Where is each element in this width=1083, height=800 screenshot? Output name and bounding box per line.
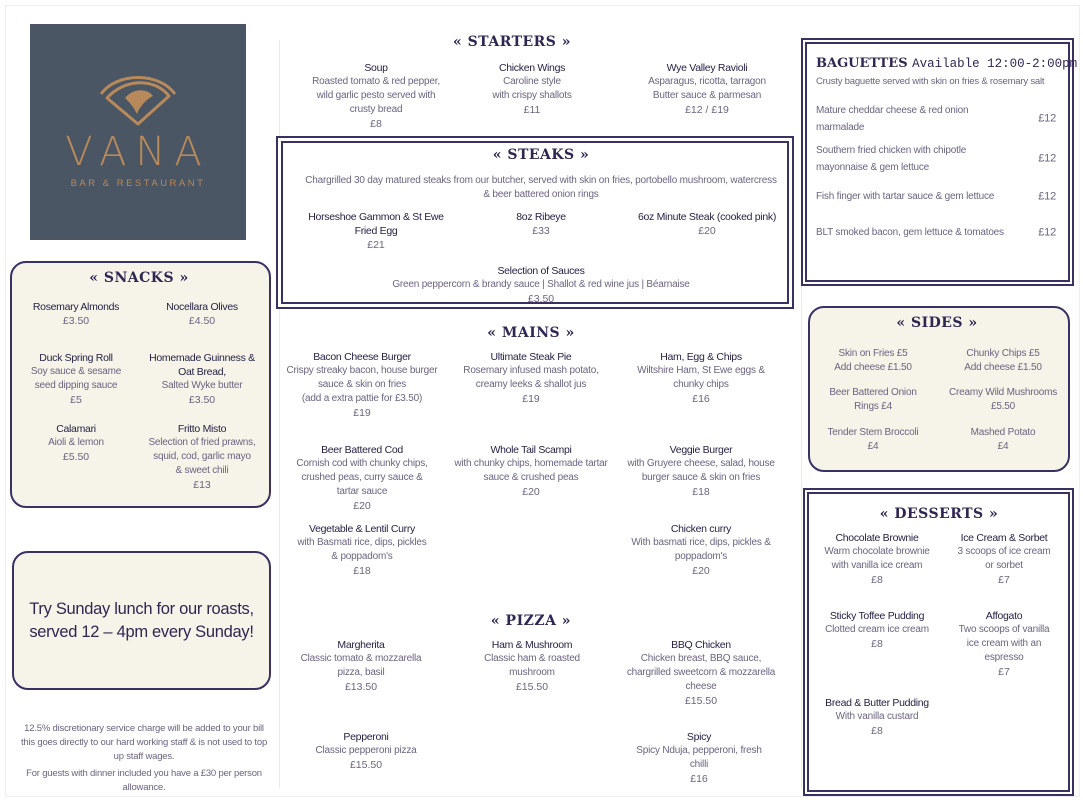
sauces — [301, 264, 781, 306]
item-desc: ice cream with an — [966, 638, 1042, 649]
item-price: £16 — [692, 393, 710, 405]
item-price: £5.50 — [62, 451, 90, 463]
item-name: Whole Tail Scampi — [490, 444, 572, 456]
menu-item — [617, 210, 797, 238]
side-item — [941, 386, 1066, 414]
item-desc: with chunky chips, homemade tartar — [454, 458, 608, 469]
item-price: £18 — [692, 486, 710, 498]
item-price: £4.50 — [188, 315, 216, 327]
item-desc: Roasted tomato & red pepper, — [312, 76, 440, 87]
item-price: £19 — [353, 407, 371, 419]
menu-item — [446, 350, 616, 406]
item-name: Spicy — [686, 731, 712, 743]
item-name: Bread & Butter Pudding — [825, 697, 929, 709]
item-desc: Classic pepperoni pizza — [315, 745, 417, 756]
item-desc: Aioli & lemon — [48, 437, 104, 448]
menu-item — [457, 61, 607, 117]
item-desc: Fish finger with tartar sauce & gem lettuce — [816, 191, 995, 202]
item-desc: Crispy streaky bacon, house burger — [286, 365, 438, 376]
menu-item — [277, 522, 447, 578]
item-desc: mushroom — [509, 667, 555, 678]
item-desc: (add a extra pattie for £3.50) — [301, 393, 423, 404]
item-desc: pizza, basil — [337, 667, 385, 678]
item-price: £19 — [522, 393, 540, 405]
item-price: £15.50 — [515, 681, 549, 693]
menu-item — [616, 350, 786, 406]
item-desc: Warm chocolate brownie — [824, 546, 930, 557]
item-desc: Caroline style — [503, 76, 561, 87]
item-desc: chunky chips — [673, 379, 729, 390]
item-desc: Rosemary infused mash potato, — [463, 365, 599, 376]
item-desc: tartar sauce — [336, 486, 388, 497]
menu-item — [277, 443, 447, 513]
item-price: £15.50 — [684, 695, 718, 707]
item-desc: Butter sauce & parmesan — [652, 90, 762, 101]
item-desc: Soy sauce & sesame — [30, 366, 122, 377]
menu-item — [481, 210, 601, 238]
side-item — [941, 426, 1066, 454]
item-name: Wye Valley Ravioli — [666, 62, 748, 74]
dessert-item — [947, 609, 1062, 679]
item-price: £12 — [1038, 112, 1056, 125]
menu-item — [281, 730, 451, 772]
baguette-item — [816, 188, 1056, 205]
side-item — [811, 386, 936, 414]
item-name: Chicken curry — [670, 523, 732, 535]
item-price: £16 — [690, 773, 708, 785]
item-price: £13 — [193, 479, 211, 491]
item-name: Beer Battered Onion — [829, 387, 917, 398]
item-name: Tender Stem Broccoli — [827, 427, 919, 438]
item-name: Soup — [364, 62, 388, 74]
item-desc: With vanilla custard — [835, 711, 919, 722]
baguette-item — [816, 224, 1056, 241]
item-desc: with vanilla ice cream — [831, 560, 923, 571]
logo-subtitle: BAR & RESTAURANT — [70, 178, 206, 189]
dessert-item — [947, 531, 1062, 587]
sauces-price: £3.50 — [527, 293, 555, 305]
item-desc: sauce & crushed peas — [483, 472, 579, 483]
item-desc: Cornish cod with chunky chips, — [296, 458, 428, 469]
snacks-title: « SNACKS » — [89, 270, 189, 286]
steaks-intro: & beer battered onion rings — [483, 189, 599, 200]
item-name: Calamari — [56, 423, 96, 435]
item-price: £12 — [1038, 226, 1056, 238]
item-name: 6oz Minute Steak (cooked pink) — [637, 211, 777, 223]
dessert-item — [815, 609, 940, 651]
menu-item — [142, 300, 262, 328]
item-name: Fried Egg — [354, 225, 398, 237]
sides-title: « SIDES » — [896, 315, 978, 331]
item-price: £12 — [1038, 190, 1056, 202]
item-name: Fritto Misto — [177, 423, 227, 435]
item-desc: With basmati rice, dips, pickles & — [631, 537, 771, 548]
desserts-title: « DESSERTS » — [879, 506, 999, 522]
item-desc: & poppadom's — [331, 551, 393, 562]
side-item — [811, 347, 936, 375]
item-name: Affogato — [985, 610, 1023, 622]
logo-name: VANA — [65, 129, 211, 175]
menu-item — [137, 422, 267, 492]
item-name: Vegetable & Lentil Curry — [308, 523, 416, 535]
item-desc: seed dipping sauce — [34, 380, 118, 391]
item-name: Mashed Potato — [970, 427, 1036, 438]
menu-item — [277, 350, 447, 420]
promo-text: Try Sunday lunch for our roasts, served 12 – 4pm every Sunday! — [29, 599, 254, 641]
item-price: £3.50 — [188, 394, 216, 406]
item-desc: Rings £4 — [854, 401, 892, 412]
item-name: Beer Battered Cod — [321, 444, 403, 456]
item-desc: Mature cheddar cheese & red onion marmalade — [816, 105, 969, 133]
allowance-note: For guests with dinner included you have a £30 per person allowance. — [26, 768, 262, 793]
item-desc: squid, cod, garlic mayo — [153, 451, 251, 462]
item-name: Duck Spring Roll — [39, 352, 113, 364]
item-price: £20 — [698, 225, 716, 237]
menu-item — [609, 730, 789, 786]
item-desc: espresso — [984, 652, 1024, 663]
item-name: BBQ Chicken — [671, 639, 731, 651]
item-desc: Selection of fried prawns, — [148, 437, 256, 448]
menu-item — [441, 443, 621, 499]
menu-item — [16, 351, 136, 407]
menu-item — [137, 351, 267, 407]
sauces-title: Selection of Sauces — [497, 265, 585, 277]
item-name: Margherita — [337, 639, 385, 651]
item-price: £11 — [523, 104, 541, 116]
menu-item — [611, 522, 791, 578]
steaks-title: « STEAKS » — [492, 147, 590, 163]
item-price: £5 — [70, 394, 82, 406]
item-price: £20 — [522, 486, 540, 498]
baguettes-subtitle: Crusty baguette served with skin on fries & rosemary salt — [816, 76, 1045, 87]
item-name: Homemade Guinness & — [149, 352, 255, 364]
item-price: £21 — [367, 239, 385, 251]
item-name: Veggie Burger — [669, 444, 733, 456]
item-name: Bacon Cheese Burger — [313, 351, 411, 363]
item-price: £18 — [353, 565, 371, 577]
item-desc: BLT smoked bacon, gem lettuce & tomatoes — [816, 227, 1004, 238]
item-desc: creamy leeks & shallot jus — [475, 379, 587, 390]
dessert-item — [815, 531, 940, 587]
item-desc: Clotted cream ice cream — [825, 624, 929, 635]
item-desc: Spicy Nduja, pepperoni, fresh — [636, 745, 762, 756]
item-desc: Southern fried chicken with chipotle mayonnaise & gem lettuce — [816, 145, 967, 173]
item-desc: wild garlic pesto served with — [316, 90, 436, 101]
menu-item — [276, 638, 446, 694]
item-name: Oat Bread, — [178, 366, 226, 378]
menu-item — [296, 210, 456, 252]
baguettes-availability: Available 12:00-2:00pm — [912, 57, 1078, 71]
baguette-item — [816, 142, 1056, 176]
sunday-lunch-promo — [12, 551, 271, 690]
item-desc: chargrilled sweetcorn & mozzarella — [626, 667, 776, 678]
steaks-intro: Chargrilled 30 day matured steaks from our butcher, served with skin on fries, portobello mushroom, watercress — [305, 175, 777, 186]
menu-item — [611, 638, 791, 708]
dessert-item — [812, 696, 942, 738]
item-desc: Classic ham & roasted — [484, 653, 580, 664]
item-price: £8 — [871, 574, 883, 586]
service-charge-note: 12.5% discretionary service charge will be added to your bill this goes directly to our hard working staff & is not used to top up staff wages. — [20, 723, 268, 762]
item-name: Pepperoni — [343, 731, 389, 743]
item-name: Ham & Mushroom — [491, 639, 573, 651]
menu-item — [627, 61, 787, 117]
item-desc: or sorbet — [985, 560, 1023, 571]
mains-title: « MAINS » — [487, 325, 575, 341]
item-desc: poppadom's — [674, 551, 728, 562]
item-desc: Asparagus, ricotta, tarragon — [648, 76, 766, 87]
item-name: Chocolate Brownie — [835, 532, 919, 544]
menu-item — [16, 300, 136, 328]
item-desc: cheese — [685, 681, 717, 692]
item-desc: Salted Wyke butter — [161, 380, 243, 391]
item-price: £8 — [370, 118, 382, 130]
item-desc: crushed peas, curry sauce & — [301, 472, 423, 483]
menu-item — [16, 422, 136, 464]
item-name: 8oz Ribeye — [516, 211, 566, 223]
item-name: Ham, Egg & Chips — [660, 351, 742, 363]
item-desc: Add cheese £1.50 — [964, 362, 1042, 373]
item-name: Rosemary Almonds — [32, 301, 120, 313]
item-desc: Classic tomato & mozzarella — [300, 653, 422, 664]
sauces-list: Green peppercorn & brandy sauce | Shallot & red wine jus | Béarnaise — [392, 279, 690, 290]
item-name: Chunky Chips £5 — [966, 348, 1040, 359]
side-item — [811, 426, 936, 454]
item-desc: £4 — [997, 441, 1009, 452]
logo-eye-icon — [95, 68, 181, 128]
pizza-title: « PIZZA » — [490, 613, 572, 629]
item-price: £12 / £19 — [685, 104, 729, 116]
item-price: £12 — [1038, 152, 1056, 165]
item-price: £3.50 — [62, 315, 90, 327]
item-name: Sticky Toffee Pudding — [829, 610, 925, 622]
logo — [30, 24, 246, 240]
item-name: Chicken Wings — [498, 62, 566, 74]
item-price: £20 — [353, 500, 371, 512]
item-desc: £4 — [867, 441, 879, 452]
item-desc: with Gruyere cheese, salad, house — [627, 458, 775, 469]
item-name: Ice Cream & Sorbet — [960, 532, 1048, 544]
item-desc: chilli — [689, 759, 709, 770]
item-name: Ultimate Steak Pie — [490, 351, 572, 363]
baguette-item — [816, 102, 1056, 136]
item-desc: crusty bread — [349, 104, 403, 115]
baguettes-heading: BAGUETTES — [816, 56, 908, 71]
item-desc: sauce & skin on fries — [317, 379, 407, 390]
item-desc: £5.50 — [990, 401, 1016, 412]
item-price: £7 — [998, 574, 1010, 586]
starters-title: « STARTERS » — [452, 34, 572, 50]
menu-item — [611, 443, 791, 499]
item-desc: Chicken breast, BBQ sauce, — [640, 653, 762, 664]
item-name: Horseshoe Gammon & St Ewe — [308, 211, 444, 223]
item-name: Skin on Fries £5 — [838, 348, 908, 359]
item-price: £20 — [692, 565, 710, 577]
item-desc: with Basmati rice, dips, pickles — [297, 537, 427, 548]
side-item — [941, 347, 1066, 375]
item-desc: with crispy shallots — [492, 90, 572, 101]
item-name: Nocellara Olives — [166, 301, 238, 313]
item-desc: burger sauce & skin on fries — [641, 472, 761, 483]
item-desc: & sweet chili — [175, 465, 229, 476]
baguettes-title — [816, 56, 1077, 71]
item-price: £8 — [871, 638, 883, 650]
item-price: £13.50 — [344, 681, 378, 693]
item-desc: Two scoops of vanilla — [958, 624, 1050, 635]
item-price: £33 — [532, 225, 550, 237]
item-price: £7 — [998, 666, 1010, 678]
item-name: Creamy Wild Mushrooms — [948, 387, 1058, 398]
item-price: £15.50 — [349, 759, 383, 771]
menu-item — [296, 61, 456, 131]
item-desc: Wiltshire Ham, St Ewe eggs & — [637, 365, 765, 376]
item-desc: 3 scoops of ice cream — [957, 546, 1051, 557]
menu-item — [447, 638, 617, 694]
item-desc: Add cheese £1.50 — [834, 362, 912, 373]
item-price: £8 — [871, 725, 883, 737]
